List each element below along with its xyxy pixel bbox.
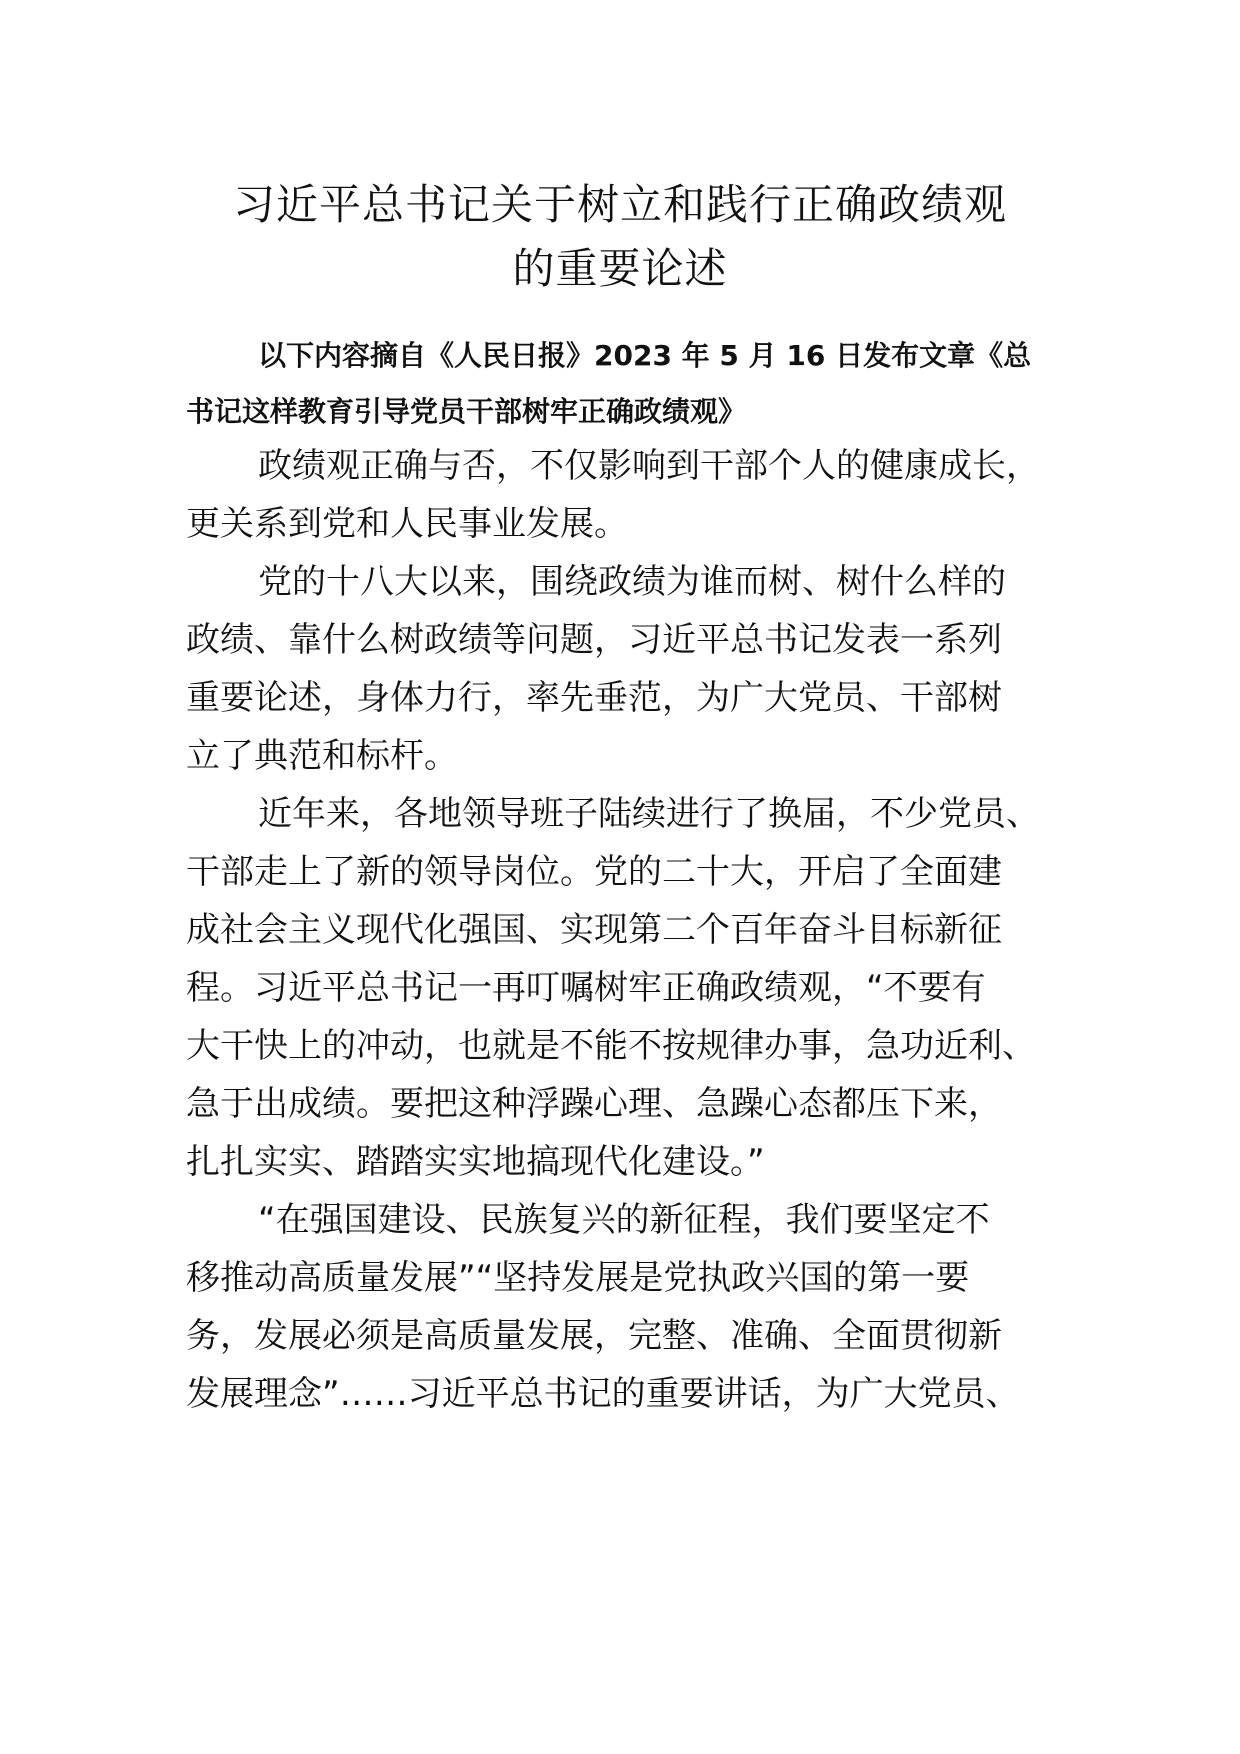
paragraph-3-line-7: 扎扎实实、踏踏实实地搞现代化建设。” — [186, 1142, 765, 1182]
paragraph-2-line-4: 立了典范和标杆。 — [186, 736, 458, 776]
paragraph-2-line-2: 政绩、靠什么树政绩等问题，习近平总书记发表一系列 — [186, 620, 1002, 660]
paragraph-1-line-1: 政绩观正确与否，不仅影响到干部个人的健康成长， — [258, 446, 1040, 486]
document-title-line-2: 的重要论述 — [512, 244, 728, 293]
paragraph-2-line-1: 党的十八大以来，围绕政绩为谁而树、树什么样的 — [258, 562, 1006, 602]
paragraph-3-line-4: 程。习近平总书记一再叮嘱树牢正确政绩观，“不要有 — [186, 968, 986, 1008]
paragraph-3-line-1: 近年来，各地领导班子陆续进行了换届，不少党员、 — [258, 794, 1040, 834]
document-title-line-1: 习近平总书记关于树立和践行正确政绩观 — [232, 180, 1007, 229]
source-note-line-2: 书记这样教育引导党员干部树牢正确政绩观》 — [186, 395, 747, 428]
paragraph-3-line-6: 急于出成绩。要把这种浮躁心理、急躁心态都压下来， — [186, 1084, 1002, 1124]
paragraph-3-line-2: 干部走上了新的领导岗位。党的二十大，开启了全面建 — [186, 852, 1002, 892]
source-note-line-1: 以下内容摘自《人民日报》2023 年 5 月 16 日发布文章《总 — [258, 339, 1032, 372]
paragraph-3-line-5: 大干快上的冲动，也就是不能不按规律办事，急功近利、 — [186, 1026, 1036, 1066]
paragraph-1-line-2: 更关系到党和人民事业发展。 — [186, 504, 628, 544]
paragraph-3-line-3: 成社会主义现代化强国、实现第二个百年奋斗目标新征 — [186, 910, 1002, 950]
paragraph-4-line-3: 务，发展必须是高质量发展，完整、准确、全面贯彻新 — [186, 1316, 1002, 1356]
paragraph-4-line-4: 发展理念”……习近平总书记的重要讲话，为广大党员、 — [186, 1374, 1020, 1414]
paragraph-2-line-3: 重要论述，身体力行，率先垂范，为广大党员、干部树 — [186, 678, 1002, 718]
paragraph-4-line-2: 移推动高质量发展”“坚持发展是党执政兴国的第一要 — [186, 1258, 970, 1298]
paragraph-4-line-1: “在强国建设、民族复兴的新征程，我们要坚定不 — [258, 1200, 990, 1240]
